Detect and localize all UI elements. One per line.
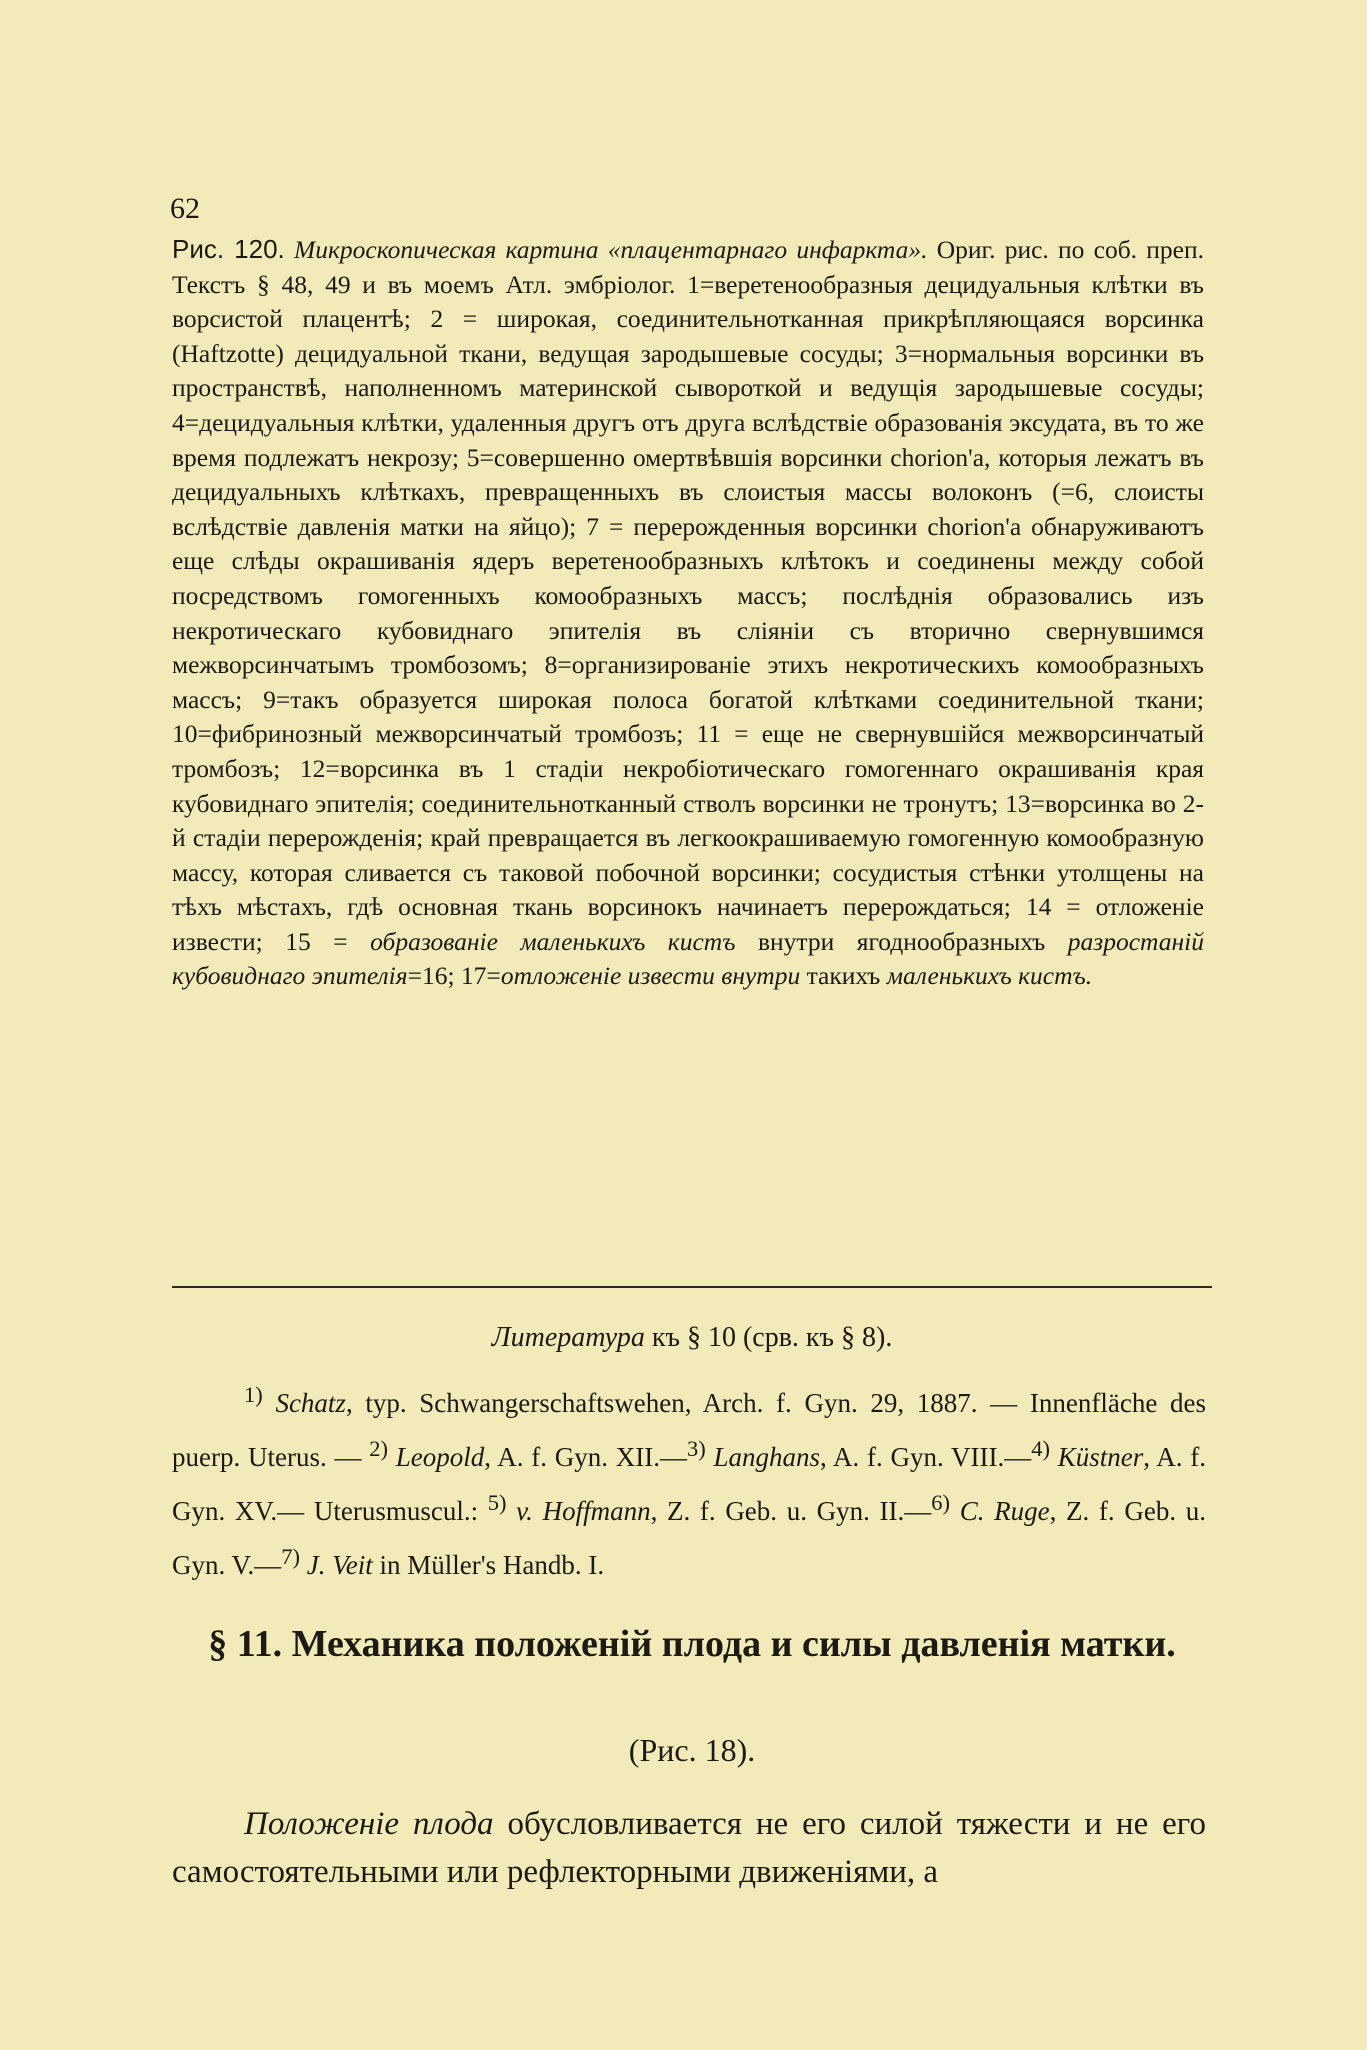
body-text-rest: обусловливается не его силой тяжести и не его самостоятельными или рефлекторными движеніями, а bbox=[172, 1806, 1207, 1890]
ref-number: 5) bbox=[487, 1490, 507, 1515]
ref-author: C. Ruge bbox=[959, 1496, 1050, 1526]
caption-italic-4: маленькихъ кистъ. bbox=[886, 961, 1093, 991]
ref-number: 2) bbox=[369, 1436, 388, 1461]
caption-text-3: =16; 17= bbox=[407, 961, 501, 991]
page-number: 62 bbox=[170, 192, 200, 225]
figure-reference: (Рис. 18). bbox=[628, 1732, 756, 1768]
literature-heading-rest: къ § 10 (срв. къ § 8). bbox=[644, 1322, 893, 1353]
ref-text: , Z. f. Geb. u. Gyn. V.— bbox=[172, 1496, 1206, 1580]
figure-caption bbox=[172, 232, 1204, 994]
ref-number: 6) bbox=[931, 1490, 951, 1515]
figure-label: Рис. 120. bbox=[172, 234, 285, 264]
ref-number: 3) bbox=[686, 1436, 706, 1461]
literature-paragraph bbox=[172, 1372, 1206, 1588]
figure-title: Микроскопическая картина «плацентарнаго инфаркта». bbox=[293, 235, 928, 264]
ref-number: 7) bbox=[281, 1544, 301, 1569]
caption-italic-1: образованіе маленькихъ кистъ bbox=[370, 926, 736, 956]
ref-author: Schatz bbox=[275, 1388, 346, 1418]
ref-author: J. Veit bbox=[306, 1550, 373, 1580]
caption-italic-2: разростаній кубовиднаго эпителія bbox=[172, 926, 1204, 991]
body-paragraph bbox=[172, 1800, 1206, 1896]
ref-text: , Z. f. Geb. u. Gyn. II.— bbox=[650, 1496, 932, 1526]
ref-number: 1) bbox=[244, 1382, 263, 1407]
literature-list bbox=[172, 1372, 1206, 1588]
section-title: § 11. Механика положеній плода и силы давленія матки. bbox=[208, 1623, 1176, 1665]
ref-text: , A. f. Gyn. XV.— Uterusmuscul.: bbox=[172, 1442, 1206, 1526]
ref-author: Langhans bbox=[713, 1442, 820, 1472]
body-text bbox=[172, 1800, 1206, 1896]
ref-author: Leopold bbox=[395, 1442, 485, 1472]
ref-author: v. Hoffmann bbox=[516, 1496, 651, 1526]
caption-text-4: такихъ bbox=[800, 961, 887, 991]
ref-text: in Müller's Handb. I. bbox=[372, 1550, 605, 1580]
ref-text: , A. f. Gyn. VIII.— bbox=[820, 1442, 1032, 1472]
literature-heading bbox=[172, 1322, 1212, 1354]
literature-heading-italic: Литература bbox=[491, 1322, 645, 1353]
ref-text: , typ. Schwangerschaftswehen, Arch. f. Gyn. 29, 1887. — Innenfläche des puerp. Uterus. — bbox=[172, 1388, 1206, 1472]
ref-author: Küstner bbox=[1057, 1442, 1144, 1472]
section-divider bbox=[172, 1286, 1212, 1288]
caption-text-2: внутри ягоднообразныхъ bbox=[735, 926, 1068, 956]
ref-number: 4) bbox=[1031, 1436, 1050, 1461]
body-italic-lead: Положеніе плода bbox=[244, 1806, 494, 1842]
caption-text: Ориг. рис. по соб. преп. Текстъ § 48, 49 и въ моемъ Атл. эмбріолог. 1=веретенообразныя децидуальныя клѣтки въ ворсистой плацентѣ; 2 = широкая, соединительнотканная прикрѣпляющаяся ворсинка (Haftzotte) децидуальной ткани, ведущая зародышевые сосуды; 3=нормальныя ворсинки въ пространствѣ, наполненномъ материнской сывороткой и ведущія зародышевые сосуды; 4=децидуальныя клѣтки, удаленныя другъ отъ друга вслѣдствіе образованія эксудата, въ то же время подлежатъ некрозу; 5=совершенно омертвѣвшія ворсинки chorion'а, которыя лежатъ въ децидуальныхъ клѣткахъ, превращенныхъ въ слоистыя массы волоконъ (=6, слоисты вслѣдствіе давленія матки на яйцо); 7 = перерожденныя ворсинки chorion'а обнаруживаютъ еще слѣды окрашиванія ядеръ веретенообразныхъ клѣтокъ и соединены между собой посредствомъ гомогенныхъ комообразныхъ массъ; послѣднія образовались изъ некротическаго кубовиднаго эпителія въ сліяніи съ вторично свернувшимся межворсинчатымъ тромбозомъ; 8=организированіе этихъ некротическихъ комообразныхъ массъ; 9=такъ образуется широкая полоса богатой клѣтками соединительной ткани; 10=фибринозный межворсинчатый тромбозъ; 11 = еще не свернувшійся межворсинчатый тромбозъ; 12=ворсинка въ 1 стадіи некробіотическаго гомогеннаго окрашиванія края кубовиднаго эпителія; соединительнотканный стволъ ворсинки не тронутъ; 13=ворсинка во 2-й стадіи перерожденія; край превращается въ легкоокрашиваемую гомогенную комообразную массу, которая сливается съ таковой побочной ворсинки; сосудистыя стѣнки утолщены на тѣхъ мѣстахъ, гдѣ основная ткань ворсинокъ начинаетъ перерождаться; 14 = отложеніе извести; 15 = bbox=[172, 235, 1204, 956]
caption-italic-3: отложеніе извести внутри bbox=[500, 961, 801, 991]
ref-text: , A. f. Gyn. XII.— bbox=[484, 1442, 687, 1472]
